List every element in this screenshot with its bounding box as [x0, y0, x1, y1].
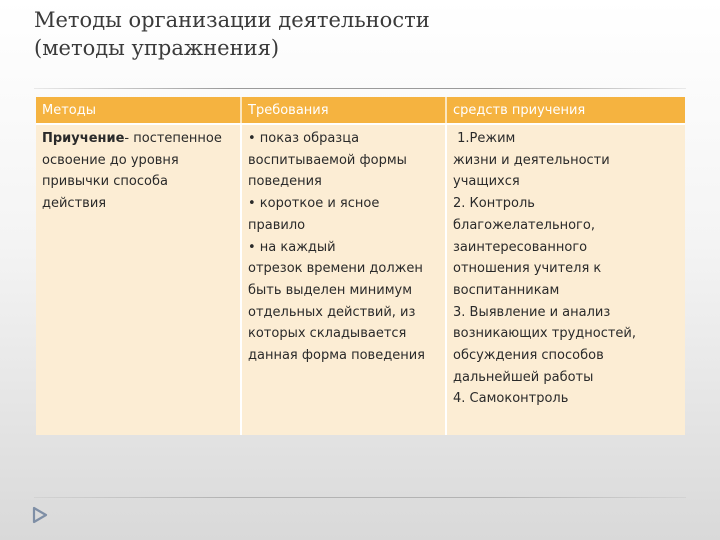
- means-text-line: 3. Выявление и анализ: [453, 304, 611, 320]
- requirements-text-line: • показ образца: [248, 131, 360, 146]
- means-text-line: дальнейшей работы: [453, 369, 594, 385]
- slide-title: [34, 6, 674, 62]
- header-requirements: Требования: [241, 97, 446, 124]
- requirements-text-line: • короткое и ясное: [248, 196, 380, 212]
- requirements-text-line: воспитываемой формы: [248, 152, 407, 168]
- footer-divider: [34, 497, 686, 498]
- triangle-right-icon[interactable]: [32, 506, 48, 524]
- requirements-text-line: поведения: [248, 174, 322, 190]
- cell-method: [36, 124, 241, 435]
- cell-means: [446, 124, 685, 435]
- title-divider: [34, 88, 686, 89]
- means-text-line: жизни и деятельности: [453, 152, 610, 168]
- table-row: [36, 124, 685, 435]
- means-text-line: заинтересованного: [453, 239, 588, 255]
- means-text-line: отношения учителя к: [453, 261, 602, 277]
- method-text-line: освоение до уровня: [42, 152, 179, 168]
- means-text-line: 2. Контроль: [453, 196, 535, 212]
- means-text-line: учащихся: [453, 174, 520, 190]
- requirements-text-line: правило: [248, 217, 306, 233]
- method-text-line: действия: [42, 196, 107, 212]
- method-text-line: привычки способа: [42, 174, 168, 190]
- means-text-line: возникающих трудностей,: [453, 326, 637, 342]
- means-text-line: обсуждения способов: [453, 348, 604, 364]
- requirements-text-line: отдельных действий, из: [248, 304, 416, 320]
- table-header-row: [36, 97, 685, 124]
- requirements-text-line: данная форма поведения: [248, 348, 425, 364]
- cell-requirements: [241, 124, 446, 435]
- method-text-line: Приучение- постепенное: [42, 131, 222, 146]
- requirements-text-line: отрезок времени должен: [248, 261, 423, 277]
- means-text-line: 1.Режим: [453, 131, 516, 146]
- means-text-line: 4. Самоконтроль: [453, 391, 569, 407]
- slide-title-line-1: Методы организации деятельности: [34, 8, 430, 32]
- means-text-line: воспитанникам: [453, 282, 560, 298]
- header-methods: Методы: [36, 97, 241, 124]
- methods-table: [36, 97, 685, 435]
- means-text-line: благожелательного,: [453, 217, 595, 233]
- method-name: Приучение: [42, 131, 125, 146]
- requirements-text-line: которых складывается: [248, 326, 407, 342]
- slide-title-line-2: (методы упражнения): [34, 36, 280, 60]
- header-means: средств приучения: [446, 97, 685, 124]
- requirements-text-line: быть выделен минимум: [248, 282, 413, 298]
- requirements-text-line: • на каждый: [248, 239, 336, 255]
